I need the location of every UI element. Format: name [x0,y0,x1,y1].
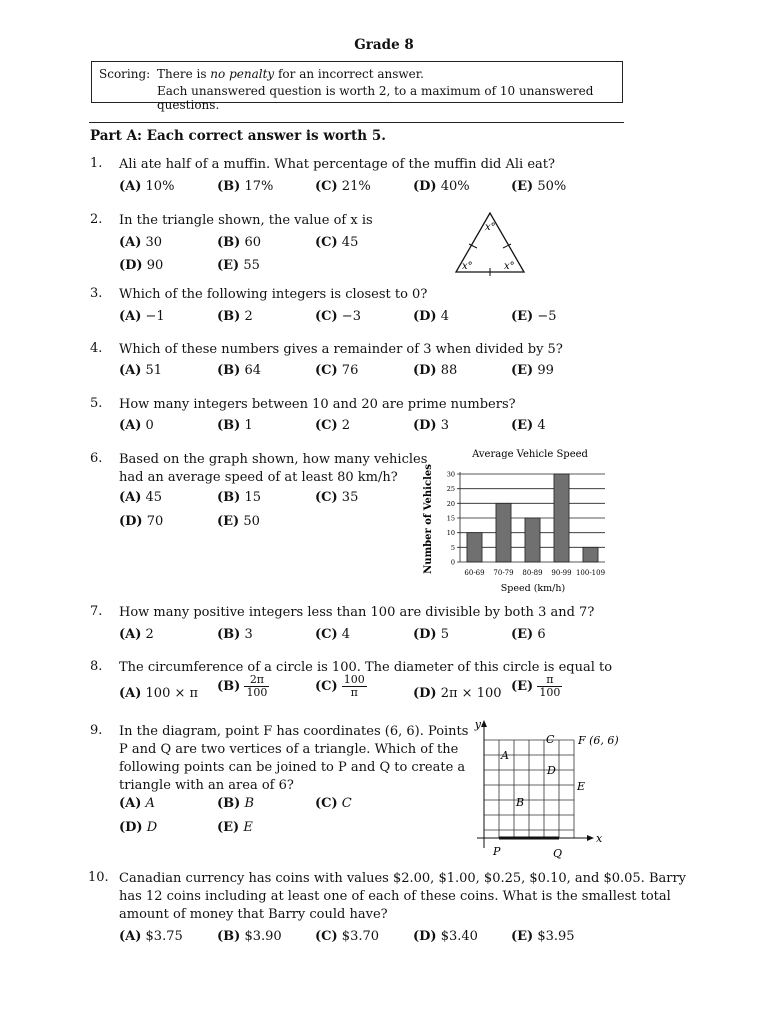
option-letter: (D) [119,258,143,273]
option-a[interactable] [119,418,154,433]
option-e[interactable] [511,363,554,378]
scoring-emphasis: no penalty [210,67,275,81]
option-e[interactable] [217,514,260,529]
option-letter: (A) [119,796,142,811]
option-b[interactable] [217,674,269,699]
option-c[interactable] [315,179,371,194]
y-tick-label: 5 [450,543,455,552]
question-text-line-2: has 12 coins including at least one of each of these coins. What is the smallest total [119,889,671,904]
bar-90-99 [554,474,569,562]
option-c[interactable] [315,929,379,944]
vehicle-speed-chart [415,444,615,600]
question-number: 1. [90,156,103,171]
option-c[interactable] [315,309,361,324]
option-d[interactable] [413,418,449,433]
option-letter: (A) [119,309,142,324]
fraction [342,674,367,699]
question-text: How many positive integers less than 100 are divisible by both 3 and 7? [119,605,595,620]
x-axis-label: x [596,832,603,845]
option-letter: (C) [315,309,338,324]
option-value: 0 [145,418,154,433]
option-letter: (B) [217,929,241,944]
option-d[interactable] [413,363,457,378]
option-value: $3.90 [244,929,282,944]
option-letter: (B) [217,363,241,378]
angle-label-top: x° [485,222,496,233]
x-tick-label: 70-79 [493,569,514,577]
option-value: −3 [341,309,361,324]
option-value: 88 [440,363,458,378]
option-b[interactable] [217,627,253,642]
option-d[interactable] [413,627,449,642]
option-letter: (E) [217,820,240,835]
option-value: $3.75 [145,929,183,944]
option-value: 3 [440,418,449,433]
option-value: 45 [145,490,163,505]
option-e[interactable] [511,179,566,194]
option-letter: (C) [315,796,338,811]
option-letter: (C) [315,627,338,642]
option-value: B [244,796,254,811]
option-d[interactable] [413,686,502,701]
point-p-label: P [493,845,501,858]
chart-y-label: Number of Vehicles [423,464,434,574]
option-letter: (E) [217,258,240,273]
option-a[interactable] [119,490,162,505]
option-value: $3.70 [341,929,380,944]
option-b[interactable] [217,796,254,811]
scoring-line-1 [157,67,424,81]
option-c[interactable] [315,674,367,699]
option-c[interactable] [315,796,352,811]
question-text-line-4: triangle with an area of 6? [119,778,294,793]
question-text-line-1: Canadian currency has coins with values $2.00, $1.00, $0.25, $0.10, and $0.05. Barry [119,871,687,886]
option-letter: (D) [413,627,437,642]
option-value: 2π × 100 [440,686,502,701]
chart-x-label: Speed (km/h) [500,583,566,594]
option-letter: (C) [315,363,338,378]
option-letter: (D) [413,179,437,194]
option-letter: (D) [413,929,437,944]
option-e[interactable] [217,820,253,835]
option-letter: (E) [511,929,534,944]
point-c-label: C [546,733,555,746]
point-d-label: D [547,764,556,777]
option-value: C [341,796,352,811]
question-number: 10. [88,870,109,885]
option-value: 2 [145,627,154,642]
question-text-line-2: had an average speed of at least 80 km/h? [119,470,398,485]
option-value: $3.95 [537,929,575,944]
option-c[interactable] [315,363,358,378]
option-value: 30 [145,235,163,250]
option-e[interactable] [511,627,546,642]
option-b[interactable] [217,235,261,250]
y-tick-label: 30 [446,470,455,479]
option-a[interactable] [119,235,162,250]
option-letter: (A) [119,418,142,433]
scoring-label: Scoring: [99,67,151,81]
option-letter: (C) [315,929,338,944]
point-q-label: Q [553,847,563,860]
option-letter: (A) [119,686,142,701]
option-letter: (A) [119,363,142,378]
option-letter: (A) [119,929,142,944]
bar-80-89 [525,518,540,562]
option-value: 60 [244,235,261,250]
fraction [244,674,269,699]
option-letter: (B) [217,309,241,324]
option-b[interactable] [217,490,261,505]
option-e[interactable] [511,674,562,699]
question-text-line-3: following points can be joined to P and Q to create a [119,760,466,775]
option-b[interactable] [217,363,261,378]
question-text-line-2: P and Q are two vertices of a triangle. Which of the [119,742,459,757]
option-c[interactable] [315,235,358,250]
option-b[interactable] [217,309,253,324]
y-tick-label: 10 [446,529,455,538]
option-a[interactable] [119,929,183,944]
x-tick-label: 100-109 [575,569,606,577]
triangle-figure [452,208,528,276]
option-value: 4 [440,309,449,324]
option-letter: (A) [119,235,142,250]
fraction-denominator: 100 [539,686,561,699]
option-value: $3.40 [440,929,478,944]
option-value: 4 [537,418,546,433]
option-d[interactable] [413,929,478,944]
fraction [537,674,562,699]
question-number: 2. [90,212,103,227]
option-value: 90 [146,258,164,273]
fraction-numerator: 100 [343,673,365,686]
option-letter: (E) [511,309,534,324]
option-letter: (C) [315,679,338,694]
option-letter: (B) [217,796,241,811]
option-value: 35 [341,490,359,505]
option-value: E [243,820,253,835]
bar-100-109 [583,547,598,562]
option-value: 4 [341,627,351,642]
option-value: 51 [145,363,163,378]
option-value: 50 [243,514,260,529]
option-letter: (E) [511,363,534,378]
option-letter: (D) [119,514,143,529]
option-value: 2 [341,418,351,433]
option-value: 99 [537,363,554,378]
question-number: 7. [90,604,103,619]
option-b[interactable] [217,179,273,194]
option-letter: (B) [217,418,241,433]
option-letter: (D) [413,309,437,324]
option-letter: (C) [315,418,338,433]
option-a[interactable] [119,796,155,811]
option-value: 64 [244,363,261,378]
option-d[interactable] [119,258,163,273]
fraction-numerator: π [537,674,562,687]
option-value: 17% [244,179,274,194]
bar-60-69 [467,533,482,562]
question-text: In the triangle shown, the value of x is [119,213,373,228]
option-letter: (D) [413,686,437,701]
fraction-numerator: 2π [244,674,269,687]
fraction-denominator: π [350,686,358,699]
option-letter: (E) [511,418,534,433]
option-letter: (B) [217,679,241,694]
question-text: Ali ate half of a muffin. What percentage of the muffin did Ali eat? [119,157,555,172]
option-value: 70 [146,514,164,529]
question-text: How many integers between 10 and 20 are prime numbers? [119,397,516,412]
option-letter: (C) [315,235,338,250]
option-letter: (B) [217,627,241,642]
option-letter: (E) [511,179,534,194]
y-tick-label: 0 [450,558,455,567]
y-axis-label: y [474,718,481,731]
option-value: 55 [243,258,260,273]
question-number: 4. [90,341,103,356]
option-letter: (A) [119,490,142,505]
option-a[interactable] [119,179,174,194]
fraction-denominator: 100 [246,686,268,699]
option-value: 50% [537,179,567,194]
option-e[interactable] [511,929,575,944]
scoring-line-1-end: for an incorrect answer. [274,67,424,81]
option-letter: (E) [511,627,534,642]
option-value: 40% [440,179,470,194]
grid-lines [484,740,574,838]
x-tick-label: 80-89 [522,569,543,577]
option-letter: (B) [217,490,241,505]
option-c[interactable] [315,490,358,505]
x-tick-label: 60-69 [464,569,485,577]
option-value: 6 [537,627,546,642]
option-c[interactable] [315,418,350,433]
option-letter: (E) [511,679,534,694]
option-value: 1 [244,418,253,433]
x-tick-label: 90-99 [551,569,572,577]
question-text: Which of these numbers gives a remainder of 3 when divided by 5? [119,342,563,357]
option-value: 3 [244,627,253,642]
question-text-line-1: Based on the graph shown, how many vehicles [119,452,428,467]
question-text-line-1: In the diagram, point F has coordinates (6, 6). Points [119,724,469,739]
option-e[interactable] [511,418,546,433]
question-number: 6. [90,451,103,466]
question-text-line-3: amount of money that Barry could have? [119,907,388,922]
option-d[interactable] [413,179,470,194]
page-title: Grade 8 [354,37,414,53]
option-value: 76 [341,363,359,378]
option-b[interactable] [217,929,282,944]
option-letter: (A) [119,627,142,642]
scoring-box [91,61,623,112]
option-c[interactable] [315,627,350,642]
option-e[interactable] [217,258,260,273]
option-a[interactable] [119,309,165,324]
point-e-label: E [577,780,586,793]
option-d[interactable] [119,514,163,529]
option-letter: (C) [315,179,338,194]
question-number: 8. [90,659,103,674]
option-letter: (B) [217,179,241,194]
option-d[interactable] [119,820,157,835]
option-letter: (D) [413,418,437,433]
bar-70-79 [496,503,511,562]
option-value: −5 [537,309,557,324]
question-text: The circumference of a circle is 100. The diameter of this circle is equal to [119,660,613,675]
option-letter: (B) [217,235,241,250]
option-e[interactable] [511,309,557,324]
point-f-label: F (6, 6) [578,734,619,747]
option-value: 45 [341,235,359,250]
option-a[interactable] [119,363,162,378]
option-value: −1 [145,309,165,324]
option-value: 100 × π [145,686,199,701]
chart-title: Average Vehicle Speed [472,449,588,460]
point-a-label: A [501,749,509,762]
question-number: 3. [90,286,103,301]
option-value: 15 [244,490,261,505]
option-a[interactable] [119,686,198,701]
option-value: A [145,796,155,811]
option-letter: (A) [119,179,142,194]
y-tick-label: 20 [446,499,455,508]
x-axis-arrow [587,835,594,841]
divider [89,122,624,123]
option-value: 5 [440,627,449,642]
scoring-line-1-start: There is [157,67,211,81]
angle-label-right: x° [504,261,515,272]
option-d[interactable] [413,309,449,324]
option-letter: (D) [413,363,437,378]
question-text: Which of the following integers is closest to 0? [119,287,428,302]
part-a-heading: Part A: Each correct answer is worth 5. [90,128,386,144]
y-tick-label: 15 [446,514,455,523]
coordinate-grid-figure [455,714,625,862]
y-axis-arrow [481,720,487,727]
option-value: D [146,820,158,835]
option-value: 2 [244,309,253,324]
question-number: 9. [90,723,103,738]
angle-label-left: x° [462,261,473,272]
option-letter: (C) [315,490,338,505]
option-b[interactable] [217,418,253,433]
y-tick-label: 25 [446,485,455,494]
question-number: 5. [90,396,103,411]
option-letter: (D) [119,820,143,835]
option-value: 21% [341,179,371,194]
option-a[interactable] [119,627,154,642]
point-b-label: B [516,796,525,809]
option-letter: (E) [217,514,240,529]
option-value: 10% [145,179,175,194]
scoring-line-2: Each unanswered question is worth 2, to a maximum of 10 unanswered questions. [157,84,594,112]
